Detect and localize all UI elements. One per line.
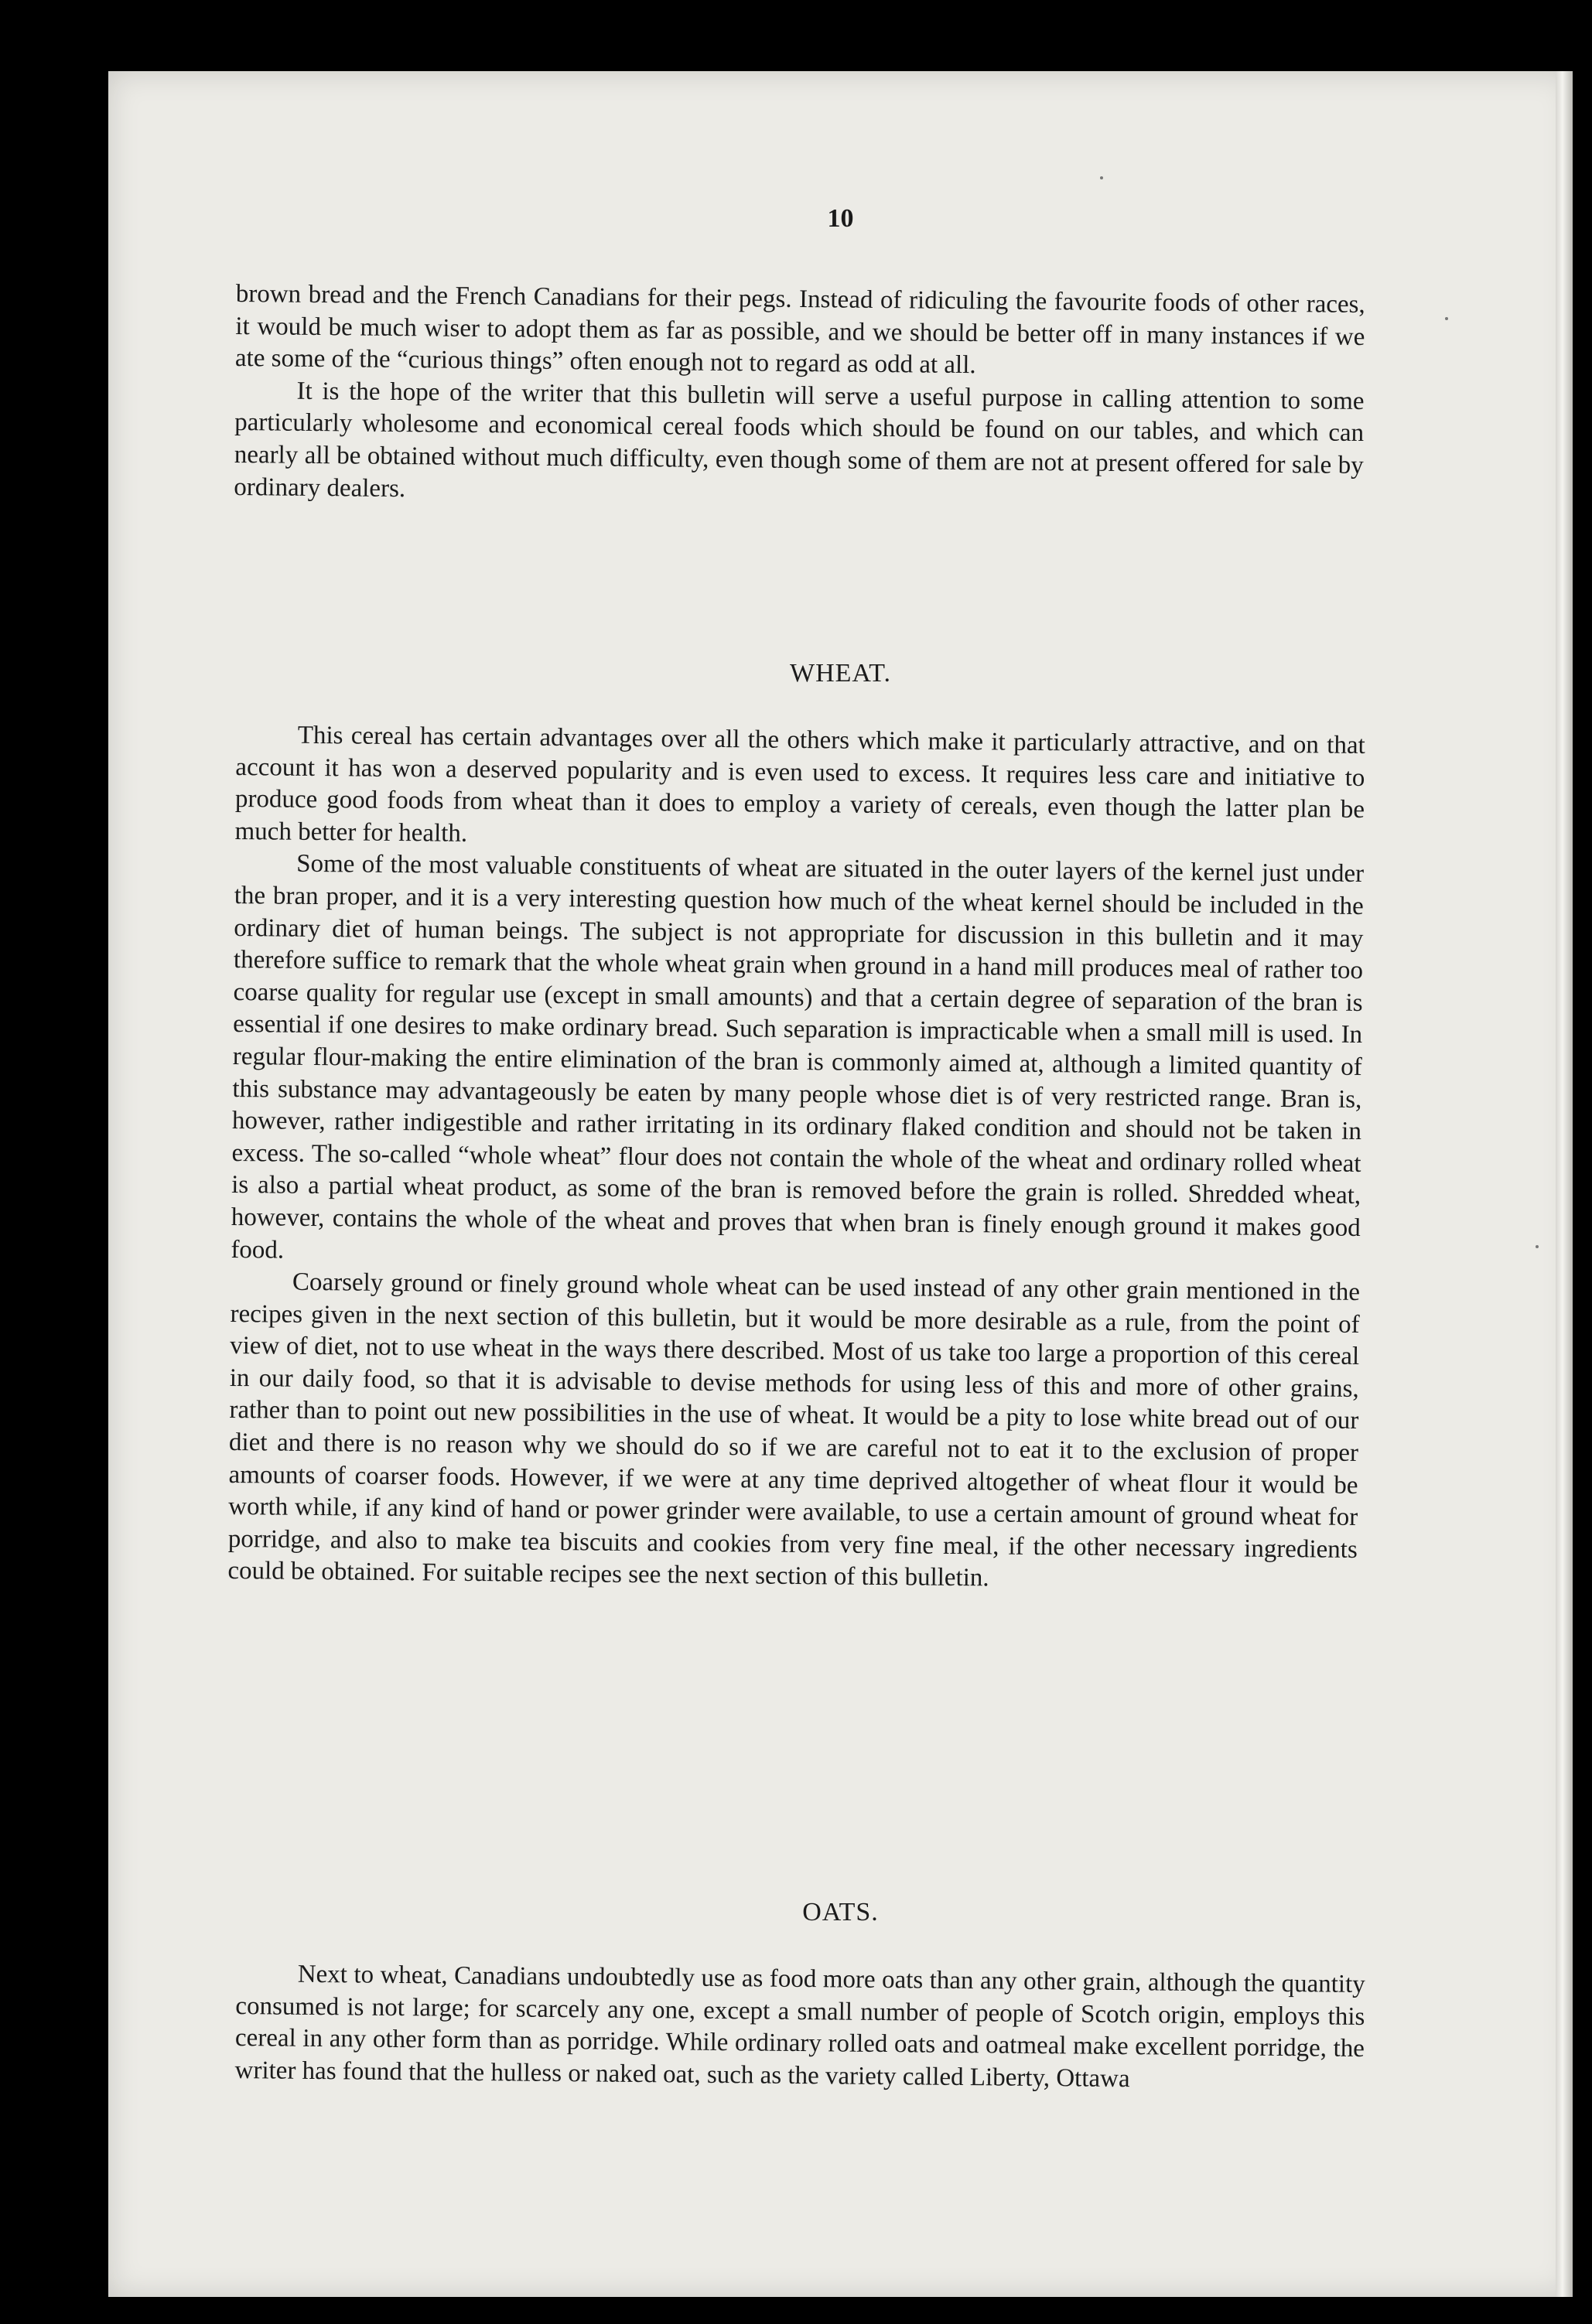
wheat-section — [227, 719, 1365, 1599]
intro-paragraph-2: It is the hope of the writer that this bulletin will serve a useful purpose in calling attention to some particularly wholesome and economical cereal foods which should be found on our tables, and which can nearly all be obtained without much difficulty, even though some of them are not at present offered for sale by ordinary dealers. — [234, 377, 1365, 503]
page-edge-shadow — [1556, 71, 1573, 2297]
wheat-heading: WHEAT. — [790, 659, 891, 688]
intro-paragraph-1: brown bread and the French Canadians for their pegs. Instead of ridiculing the favourite foods of other races, it would be much wiser to adopt them as far as possible, and we should be better off in many instances if we ate some of the “curious things” often enough not to regard as odd at all. — [234, 279, 1365, 380]
intro-section — [234, 278, 1365, 514]
wheat-paragraph-3: Coarsely ground or finely ground whole wheat can be used instead of any other grain mentioned in the recipes given in the next section of this bulletin, but it would be more desirable as a rule, from the point of view of diet, not to use wheat in the ways there described. Most of us take too large a proportion of this cereal in our daily food, so that it is advisable to devise methods for using less of this and more of other grains, rather than to point out new possibilities in the use of wheat. It would be a pity to lose white bread out of our diet and there is no reason why we should do so if we are careful not to eat it to the exclusion of proper amounts of coarser foods. However, if we were at any time deprived altogether of wheat flour it would be worth while, if any kind of hand or power grinder were available, to use a certain amount of ground wheat for porridge, and also to make tea biscuits and cookies from very fine meal, if the other necessary ingredients could be obtained. For suitable recipes see the next section of this bulletin. — [227, 1268, 1361, 1592]
document-page — [108, 71, 1573, 2297]
wheat-paragraph-2: Some of the most valuable constituents of wheat are situated in the outer layers of the kernel just under the bran proper, and it is a very interesting question how much of the wheat kernel should be included in the ordinary diet of human beings. The subject is not appropriate for discussion in this bulletin and it may therefore suffice to remark that the whole wheat grain when ground in a hand mill produces meal of rather too coarse quality for regular use (except in small amounts) and that a certain degree of separation of the bran is essential if one desires to make ordinary bread. Such separation is impracticable when a small mill is used. In regular flour-making the entire elimination of the bran is commonly aimed at, although a limited quantity of this substance may advantageously be eaten by many people whose diet is of very restricted range. Bran is, however, rather indigestible and rather irritating in its ordinary flaked condition and should not be taken in excess. The so-called “whole wheat” flour does not contain the whole of the wheat and ordinary rolled wheat is also a partial wheat product, as some of the bran is removed before the grain is rolled. Shredded wheat, however, contains the whole of the wheat and proves that when bran is finely enough ground it makes good food. — [231, 850, 1365, 1264]
page-number: 10 — [827, 204, 854, 233]
scan-speck — [1100, 176, 1103, 179]
scan-speck — [1445, 317, 1448, 320]
scan-speck — [1536, 1245, 1539, 1248]
oats-section — [234, 1958, 1365, 2097]
oats-heading: OATS. — [802, 1898, 879, 1926]
oats-paragraph-1: Next to wheat, Canadians undoubtedly use as food more oats than any other grain, although the quantity consumed is not large; for scarcely any one, except a small number of people of Scotch origin, employs this cereal in any other form than as porridge. While ordinary rolled oats and oatmeal make excellent porridge, the writer has found that the hulless or naked oat, such as the variety called Liberty, Ottawa — [234, 1960, 1365, 2093]
wheat-paragraph-1: This cereal has certain advantages over all the others which make it particularly attractive, and on that account it has won a deserved popularity and is even used to excess. It requires less care and initiative to produce good foods from wheat than it does to employ a variety of cereals, even though the latter plan be much better for health. — [234, 721, 1365, 848]
